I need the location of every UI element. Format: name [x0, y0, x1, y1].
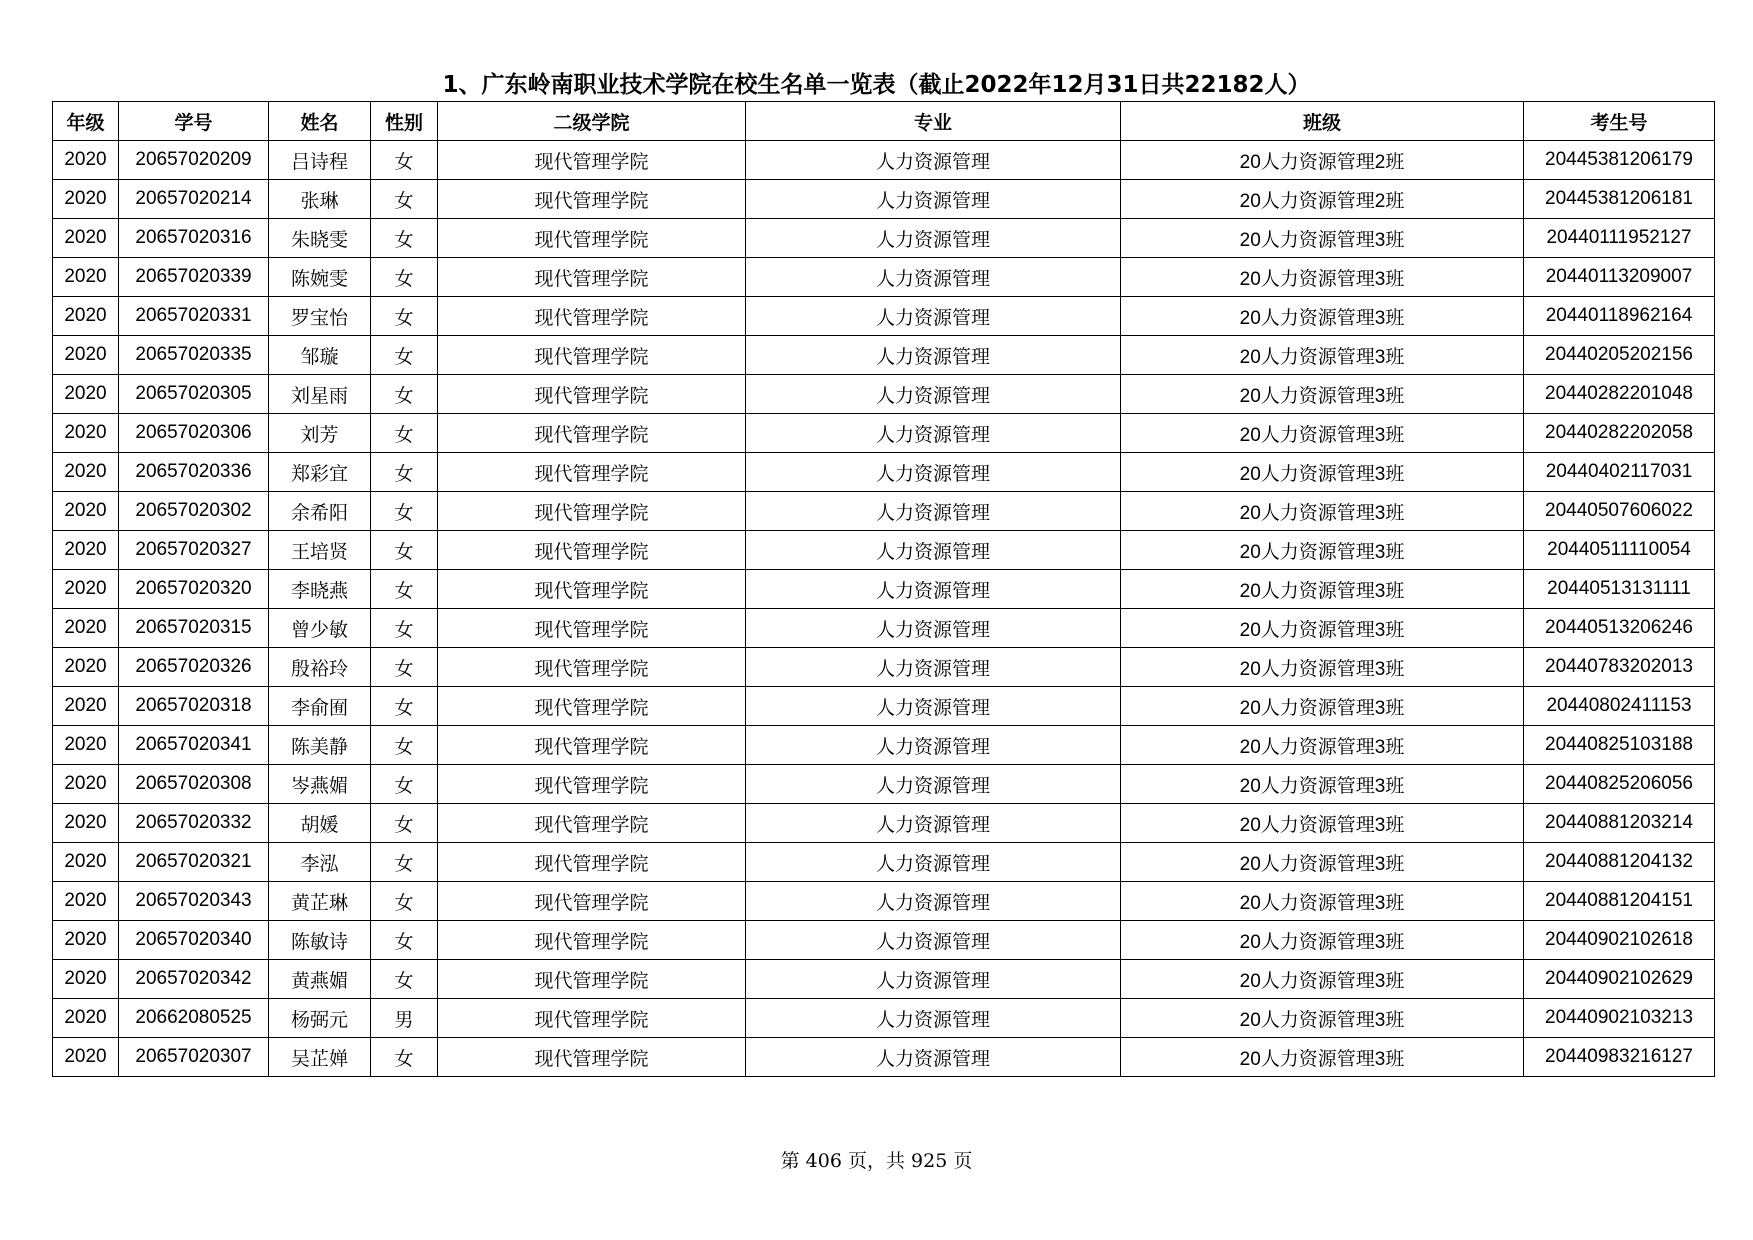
cell-gender: 女	[371, 609, 438, 648]
cell-college: 现代管理学院	[438, 258, 746, 297]
cell-gender: 女	[371, 375, 438, 414]
cell-name: 郑彩宜	[269, 453, 371, 492]
cell-exam-number: 20440513206246	[1524, 609, 1715, 648]
cell-grade: 2020	[53, 492, 119, 531]
cell-exam-number: 20440113209007	[1524, 258, 1715, 297]
cell-exam-number: 20440282201048	[1524, 375, 1715, 414]
cell-name: 刘芳	[269, 414, 371, 453]
cell-student-id: 20657020321	[119, 843, 269, 882]
cell-grade: 2020	[53, 141, 119, 180]
cell-student-id: 20662080525	[119, 999, 269, 1038]
cell-exam-number: 20440111952127	[1524, 219, 1715, 258]
table-row	[53, 336, 1715, 375]
table-row	[53, 804, 1715, 843]
cell-class: 20人力资源管理3班	[1121, 921, 1524, 960]
cell-grade: 2020	[53, 843, 119, 882]
cell-major: 人力资源管理	[746, 141, 1121, 180]
cell-major: 人力资源管理	[746, 414, 1121, 453]
cell-major: 人力资源管理	[746, 570, 1121, 609]
cell-gender: 女	[371, 1038, 438, 1077]
table-row	[53, 843, 1715, 882]
cell-student-id: 20657020340	[119, 921, 269, 960]
cell-exam-number: 20440983216127	[1524, 1038, 1715, 1077]
cell-gender: 女	[371, 687, 438, 726]
cell-college: 现代管理学院	[438, 882, 746, 921]
cell-class: 20人力资源管理3班	[1121, 1038, 1524, 1077]
cell-class: 20人力资源管理3班	[1121, 765, 1524, 804]
cell-grade: 2020	[53, 297, 119, 336]
cell-gender: 女	[371, 648, 438, 687]
table-row	[53, 375, 1715, 414]
student-roster-table	[52, 101, 1715, 1077]
cell-name: 胡媛	[269, 804, 371, 843]
document-title: 1、广东岭南职业技术学院在校生名单一览表（截止2022年12月31日共22182人）	[442, 72, 1311, 98]
cell-college: 现代管理学院	[438, 726, 746, 765]
cell-college: 现代管理学院	[438, 414, 746, 453]
cell-exam-number: 20440881203214	[1524, 804, 1715, 843]
cell-college: 现代管理学院	[438, 960, 746, 999]
cell-grade: 2020	[53, 921, 119, 960]
table-row	[53, 1038, 1715, 1077]
cell-grade: 2020	[53, 960, 119, 999]
cell-exam-number: 20440902103213	[1524, 999, 1715, 1038]
cell-name: 李俞囿	[269, 687, 371, 726]
header-gender: 性别	[371, 102, 438, 141]
table-row	[53, 531, 1715, 570]
cell-student-id: 20657020339	[119, 258, 269, 297]
cell-student-id: 20657020342	[119, 960, 269, 999]
cell-class: 20人力资源管理3班	[1121, 570, 1524, 609]
cell-gender: 女	[371, 141, 438, 180]
cell-gender: 女	[371, 804, 438, 843]
cell-college: 现代管理学院	[438, 687, 746, 726]
cell-exam-number: 20440825206056	[1524, 765, 1715, 804]
cell-class: 20人力资源管理2班	[1121, 180, 1524, 219]
cell-major: 人力资源管理	[746, 453, 1121, 492]
cell-college: 现代管理学院	[438, 999, 746, 1038]
table-row	[53, 882, 1715, 921]
header-grade: 年级	[53, 102, 119, 141]
cell-major: 人力资源管理	[746, 219, 1121, 258]
cell-grade: 2020	[53, 180, 119, 219]
cell-exam-number: 20445381206179	[1524, 141, 1715, 180]
cell-name: 陈婉雯	[269, 258, 371, 297]
cell-grade: 2020	[53, 609, 119, 648]
cell-name: 殷裕玲	[269, 648, 371, 687]
cell-grade: 2020	[53, 258, 119, 297]
cell-name: 吴芷婵	[269, 1038, 371, 1077]
cell-class: 20人力资源管理3班	[1121, 999, 1524, 1038]
cell-grade: 2020	[53, 414, 119, 453]
cell-name: 余希阳	[269, 492, 371, 531]
cell-student-id: 20657020341	[119, 726, 269, 765]
cell-student-id: 20657020305	[119, 375, 269, 414]
cell-college: 现代管理学院	[438, 336, 746, 375]
cell-student-id: 20657020306	[119, 414, 269, 453]
cell-class: 20人力资源管理3班	[1121, 219, 1524, 258]
cell-grade: 2020	[53, 375, 119, 414]
cell-grade: 2020	[53, 726, 119, 765]
header-class: 班级	[1121, 102, 1524, 141]
cell-student-id: 20657020302	[119, 492, 269, 531]
cell-major: 人力资源管理	[746, 921, 1121, 960]
cell-major: 人力资源管理	[746, 960, 1121, 999]
cell-college: 现代管理学院	[438, 765, 746, 804]
cell-exam-number: 20440802411153	[1524, 687, 1715, 726]
cell-grade: 2020	[53, 1038, 119, 1077]
cell-student-id: 20657020318	[119, 687, 269, 726]
cell-student-id: 20657020209	[119, 141, 269, 180]
cell-name: 王培贤	[269, 531, 371, 570]
table-row	[53, 414, 1715, 453]
table-row	[53, 258, 1715, 297]
cell-college: 现代管理学院	[438, 219, 746, 258]
cell-class: 20人力资源管理3班	[1121, 492, 1524, 531]
cell-class: 20人力资源管理2班	[1121, 141, 1524, 180]
cell-student-id: 20657020214	[119, 180, 269, 219]
cell-student-id: 20657020327	[119, 531, 269, 570]
cell-student-id: 20657020332	[119, 804, 269, 843]
cell-gender: 女	[371, 336, 438, 375]
cell-class: 20人力资源管理3班	[1121, 609, 1524, 648]
cell-college: 现代管理学院	[438, 1038, 746, 1077]
cell-class: 20人力资源管理3班	[1121, 531, 1524, 570]
cell-grade: 2020	[53, 648, 119, 687]
cell-gender: 女	[371, 960, 438, 999]
cell-name: 曾少敏	[269, 609, 371, 648]
cell-gender: 女	[371, 258, 438, 297]
cell-major: 人力资源管理	[746, 531, 1121, 570]
cell-exam-number: 20440902102629	[1524, 960, 1715, 999]
cell-college: 现代管理学院	[438, 180, 746, 219]
cell-grade: 2020	[53, 453, 119, 492]
table-header-row	[53, 102, 1715, 141]
cell-grade: 2020	[53, 804, 119, 843]
cell-class: 20人力资源管理3班	[1121, 297, 1524, 336]
table-row	[53, 687, 1715, 726]
cell-gender: 女	[371, 726, 438, 765]
cell-class: 20人力资源管理3班	[1121, 414, 1524, 453]
cell-exam-number: 20440282202058	[1524, 414, 1715, 453]
cell-college: 现代管理学院	[438, 570, 746, 609]
cell-name: 黄燕媚	[269, 960, 371, 999]
cell-major: 人力资源管理	[746, 843, 1121, 882]
cell-grade: 2020	[53, 765, 119, 804]
cell-class: 20人力资源管理3班	[1121, 804, 1524, 843]
cell-class: 20人力资源管理3班	[1121, 336, 1524, 375]
table-row	[53, 921, 1715, 960]
cell-name: 岑燕媚	[269, 765, 371, 804]
cell-gender: 女	[371, 219, 438, 258]
cell-exam-number: 20440507606022	[1524, 492, 1715, 531]
cell-gender: 女	[371, 297, 438, 336]
cell-student-id: 20657020308	[119, 765, 269, 804]
table-row	[53, 180, 1715, 219]
table-row	[53, 999, 1715, 1038]
cell-class: 20人力资源管理3班	[1121, 960, 1524, 999]
cell-major: 人力资源管理	[746, 999, 1121, 1038]
cell-name: 罗宝怡	[269, 297, 371, 336]
header-college: 二级学院	[438, 102, 746, 141]
cell-name: 黄芷琳	[269, 882, 371, 921]
cell-gender: 女	[371, 453, 438, 492]
cell-college: 现代管理学院	[438, 453, 746, 492]
cell-grade: 2020	[53, 531, 119, 570]
cell-major: 人力资源管理	[746, 180, 1121, 219]
cell-class: 20人力资源管理3班	[1121, 453, 1524, 492]
cell-college: 现代管理学院	[438, 921, 746, 960]
cell-major: 人力资源管理	[746, 882, 1121, 921]
cell-class: 20人力资源管理3班	[1121, 648, 1524, 687]
cell-class: 20人力资源管理3班	[1121, 882, 1524, 921]
cell-name: 李泓	[269, 843, 371, 882]
table-row	[53, 297, 1715, 336]
cell-class: 20人力资源管理3班	[1121, 687, 1524, 726]
cell-college: 现代管理学院	[438, 843, 746, 882]
table-row	[53, 960, 1715, 999]
cell-gender: 女	[371, 531, 438, 570]
cell-gender: 女	[371, 570, 438, 609]
cell-gender: 女	[371, 414, 438, 453]
cell-exam-number: 20445381206181	[1524, 180, 1715, 219]
cell-student-id: 20657020315	[119, 609, 269, 648]
cell-name: 陈美静	[269, 726, 371, 765]
header-student-id: 学号	[119, 102, 269, 141]
table-row	[53, 141, 1715, 180]
header-major: 专业	[746, 102, 1121, 141]
cell-student-id: 20657020320	[119, 570, 269, 609]
cell-student-id: 20657020336	[119, 453, 269, 492]
cell-college: 现代管理学院	[438, 297, 746, 336]
cell-major: 人力资源管理	[746, 804, 1121, 843]
cell-major: 人力资源管理	[746, 687, 1121, 726]
cell-class: 20人力资源管理3班	[1121, 258, 1524, 297]
cell-college: 现代管理学院	[438, 804, 746, 843]
cell-major: 人力资源管理	[746, 765, 1121, 804]
cell-grade: 2020	[53, 570, 119, 609]
cell-name: 陈敏诗	[269, 921, 371, 960]
cell-name: 张琳	[269, 180, 371, 219]
cell-name: 邹璇	[269, 336, 371, 375]
cell-college: 现代管理学院	[438, 609, 746, 648]
cell-gender: 女	[371, 492, 438, 531]
cell-exam-number: 20440881204132	[1524, 843, 1715, 882]
cell-gender: 女	[371, 882, 438, 921]
cell-exam-number: 20440825103188	[1524, 726, 1715, 765]
cell-exam-number: 20440205202156	[1524, 336, 1715, 375]
cell-college: 现代管理学院	[438, 531, 746, 570]
cell-exam-number: 20440402117031	[1524, 453, 1715, 492]
cell-college: 现代管理学院	[438, 375, 746, 414]
cell-gender: 女	[371, 843, 438, 882]
cell-college: 现代管理学院	[438, 492, 746, 531]
cell-exam-number: 20440902102618	[1524, 921, 1715, 960]
cell-exam-number: 20440881204151	[1524, 882, 1715, 921]
cell-grade: 2020	[53, 219, 119, 258]
header-exam-number: 考生号	[1524, 102, 1715, 141]
cell-name: 刘星雨	[269, 375, 371, 414]
cell-student-id: 20657020316	[119, 219, 269, 258]
cell-major: 人力资源管理	[746, 726, 1121, 765]
table-row	[53, 492, 1715, 531]
cell-student-id: 20657020343	[119, 882, 269, 921]
cell-major: 人力资源管理	[746, 336, 1121, 375]
cell-exam-number: 20440118962164	[1524, 297, 1715, 336]
cell-gender: 女	[371, 180, 438, 219]
cell-major: 人力资源管理	[746, 492, 1121, 531]
cell-student-id: 20657020335	[119, 336, 269, 375]
page-footer: 第 406 页，共 925 页	[780, 1150, 973, 1172]
cell-gender: 女	[371, 921, 438, 960]
header-name: 姓名	[269, 102, 371, 141]
cell-exam-number: 20440783202013	[1524, 648, 1715, 687]
cell-gender: 男	[371, 999, 438, 1038]
cell-exam-number: 20440513131111	[1524, 570, 1715, 609]
cell-student-id: 20657020331	[119, 297, 269, 336]
cell-major: 人力资源管理	[746, 258, 1121, 297]
cell-name: 朱晓雯	[269, 219, 371, 258]
cell-major: 人力资源管理	[746, 648, 1121, 687]
cell-class: 20人力资源管理3班	[1121, 726, 1524, 765]
table-row	[53, 765, 1715, 804]
table-row	[53, 453, 1715, 492]
cell-class: 20人力资源管理3班	[1121, 843, 1524, 882]
cell-student-id: 20657020326	[119, 648, 269, 687]
cell-class: 20人力资源管理3班	[1121, 375, 1524, 414]
table-row	[53, 648, 1715, 687]
table-row	[53, 726, 1715, 765]
cell-college: 现代管理学院	[438, 648, 746, 687]
cell-grade: 2020	[53, 999, 119, 1038]
cell-student-id: 20657020307	[119, 1038, 269, 1077]
table-row	[53, 219, 1715, 258]
table-row	[53, 609, 1715, 648]
cell-major: 人力资源管理	[746, 1038, 1121, 1077]
cell-grade: 2020	[53, 687, 119, 726]
cell-gender: 女	[371, 765, 438, 804]
cell-name: 杨弼元	[269, 999, 371, 1038]
cell-name: 吕诗程	[269, 141, 371, 180]
cell-grade: 2020	[53, 882, 119, 921]
cell-major: 人力资源管理	[746, 375, 1121, 414]
cell-college: 现代管理学院	[438, 141, 746, 180]
cell-major: 人力资源管理	[746, 297, 1121, 336]
cell-exam-number: 20440511110054	[1524, 531, 1715, 570]
cell-name: 李晓燕	[269, 570, 371, 609]
cell-major: 人力资源管理	[746, 609, 1121, 648]
cell-grade: 2020	[53, 336, 119, 375]
table-row	[53, 570, 1715, 609]
